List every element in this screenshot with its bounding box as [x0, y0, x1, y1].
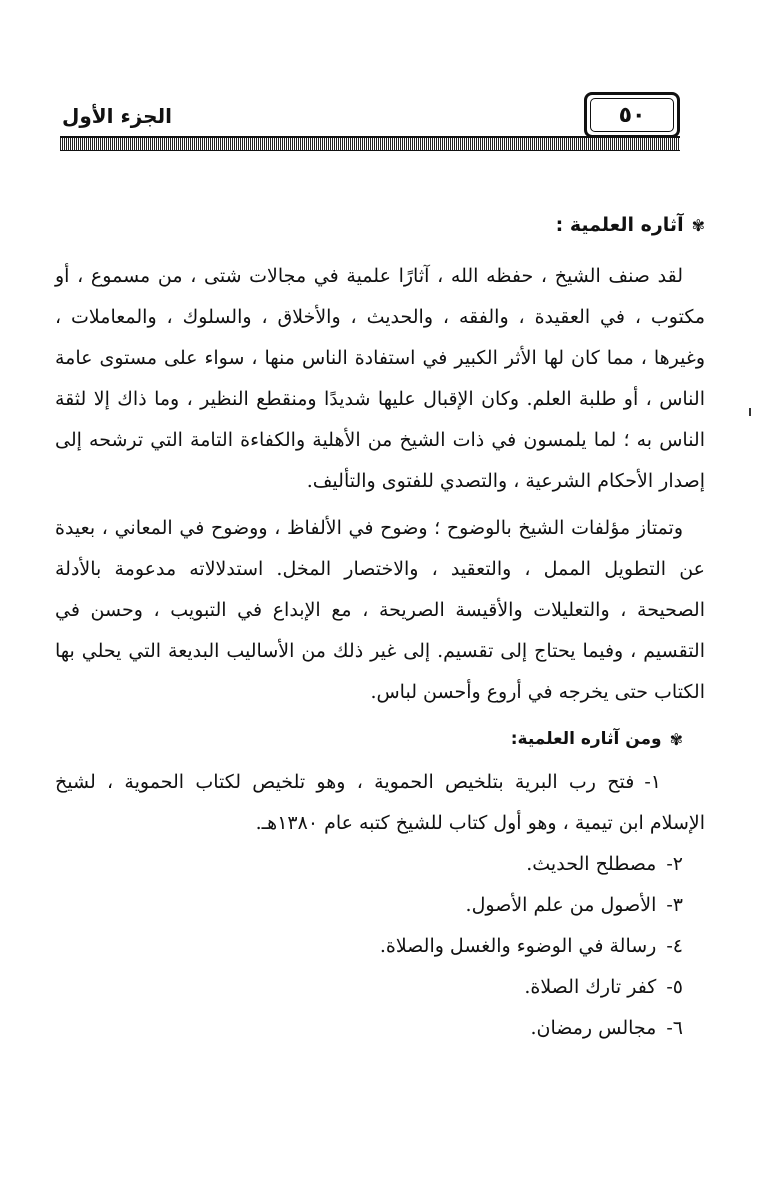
list-item — [55, 1008, 705, 1049]
list-item-text: مصطلح الحديث. — [526, 853, 657, 875]
page-header — [60, 92, 680, 152]
part-title: الجزء الأول — [62, 104, 172, 128]
flower-ornament-icon: ✾ — [669, 729, 683, 749]
sub-heading-text: ومن آثاره العلمية: — [510, 729, 662, 749]
section-heading — [55, 205, 705, 246]
list-item — [55, 844, 705, 885]
page-number-box — [584, 92, 680, 138]
list-item-text: فتح رب البرية بتلخيص الحموية ، وهو تلخيص لكتاب الحموية ، لشيخ الإسلام ابن تيمية ، وهو أول كتاب للشيخ كتبه عام ١٣٨٠هـ. — [55, 771, 705, 834]
list-item-number: ٣- — [666, 894, 683, 916]
scan-mark — [749, 408, 751, 416]
paragraph-2: وتمتاز مؤلفات الشيخ بالوضوح ؛ وضوح في الألفاظ ، ووضوح في المعاني ، بعيدة عن التطويل الممل ، والتعقيد ، والاختصار المخل. استدلالاته مدعومة بالأدلة الصحيحة ، والتعليلات والأقيسة الصريحة ، مع الإبداع في التبويب ، وحسن في التقسيم ، وفيما يحتاج إلى تقسيم. إلى غير ذلك من الأساليب البديعة التي يحلي بها الكتاب حتى يخرجه في أروع وأحسن لباس. — [55, 517, 705, 703]
section-heading-text: آثاره العلمية : — [555, 214, 684, 236]
works-list — [55, 762, 705, 1049]
list-item — [55, 926, 705, 967]
paragraph-1: لقد صنف الشيخ ، حفظه الله ، آثارًا علمية في مجالات شتى ، من مسموع ، أو مكتوب ، في العقيدة ، والفقه ، والحديث ، والأخلاق ، والسلوك ، والمعاملات ، وغيرها ، مما كان لها الأثر الكبير في استفادة الناس منها ، سواء على مستوى عامة الناس ، أو طلبة العلم. وكان الإقبال عليها شديدًا ومنقطع النظير ، وما ذاك إلا لثقة الناس به ؛ لما يلمسون في ذات الشيخ من الأهلية والكفاءة التامة التي ترشحه إلى إصدار الأحكام الشرعية ، والتصدي للفتوى والتأليف. — [55, 265, 705, 492]
list-item-number: ٤- — [666, 935, 683, 957]
page-number: ٥٠ — [618, 102, 646, 128]
list-item-text: كفر تارك الصلاة. — [524, 976, 657, 998]
list-item-text: رسالة في الوضوء والغسل والصلاة. — [379, 935, 657, 957]
list-item-number: ٥- — [666, 976, 683, 998]
list-item-number: ٢- — [666, 853, 683, 875]
page-content — [55, 205, 705, 1049]
list-item-text: الأصول من علم الأصول. — [465, 894, 657, 916]
list-item-text: مجالس رمضان. — [530, 1017, 657, 1039]
list-item — [55, 885, 705, 926]
sub-heading — [55, 719, 705, 760]
list-item-number: ١- — [644, 771, 661, 793]
list-item — [55, 967, 705, 1008]
list-item — [55, 762, 705, 844]
flower-ornament-icon: ✾ — [691, 215, 705, 235]
list-item-number: ٦- — [666, 1017, 683, 1039]
header-rule — [60, 136, 680, 151]
